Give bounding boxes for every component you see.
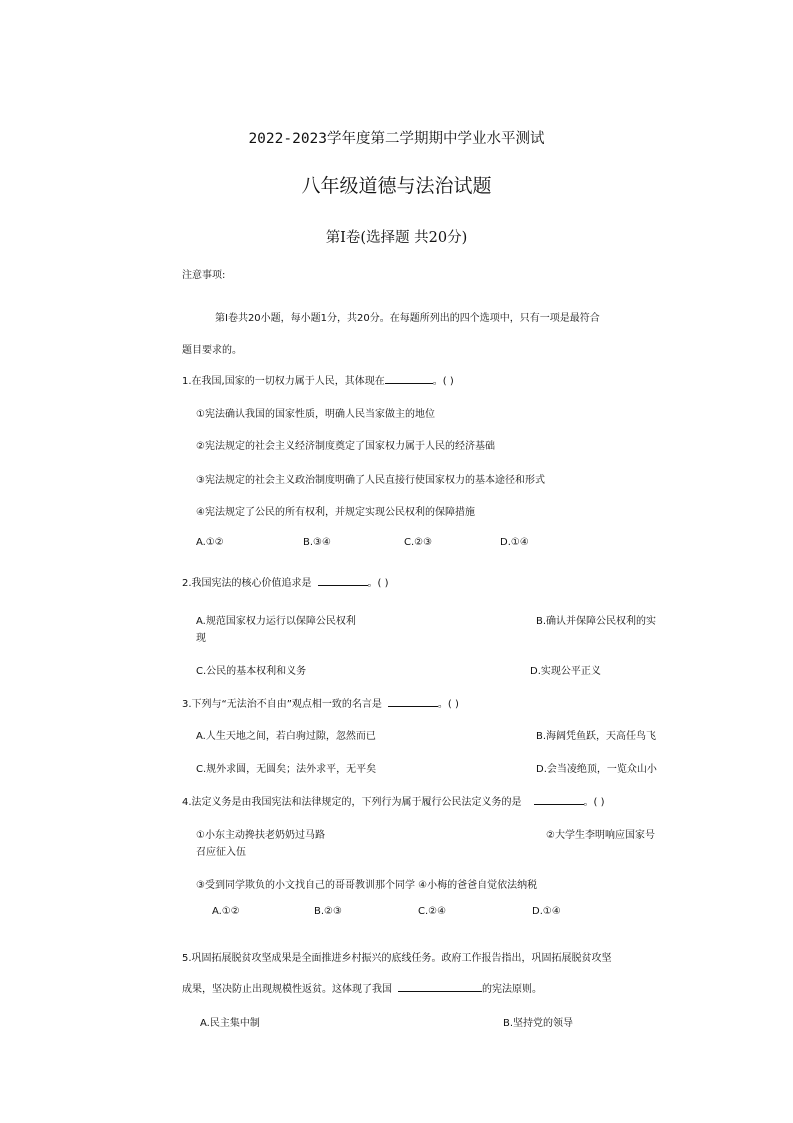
q1-stem bbox=[182, 372, 454, 387]
q3-stem bbox=[182, 695, 459, 710]
q5-stem-end: 的宪法原则。 bbox=[482, 984, 542, 995]
q1-option-b: B.③④ bbox=[303, 537, 331, 548]
q1-statement-3: ③宪法规定的社会主义政治制度明确了人民直接行使国家权力的基本途径和形式 bbox=[196, 475, 545, 486]
answer-blank bbox=[398, 981, 482, 992]
q4-statement-2: ②大学生李明响应国家号 bbox=[546, 830, 655, 841]
q4-statement-1: ①小东主动搀扶老奶奶过马路 bbox=[196, 830, 325, 841]
q3-option-d: D.会当凌绝顶，一览众山小 bbox=[536, 764, 657, 775]
q2-option-b: B.确认并保障公民权利的实 bbox=[536, 616, 657, 627]
q2-option-a: A.规范国家权力运行以保障公民权利 bbox=[196, 616, 356, 627]
q3-option-b: B.海阔凭鱼跃，天高任鸟飞 bbox=[536, 731, 657, 742]
q2-option-b-continued: 现 bbox=[196, 633, 206, 644]
q4-stem-text: 4.法定义务是由我国宪法和法律规定的，下列行为属于履行公民法定义务的是 bbox=[182, 797, 522, 808]
q1-statement-2: ②宪法规定的社会主义经济制度奠定了国家权力属于人民的经济基础 bbox=[196, 441, 495, 452]
q1-option-c: C.②③ bbox=[404, 537, 433, 548]
q4-statements-3-4: ③受到同学欺负的小文找自己的哥哥教训那个同学 ④小梅的爸爸自觉依法纳税 bbox=[196, 880, 538, 891]
q3-option-a: A.人生天地之间，若白驹过隙，忽然而已 bbox=[196, 731, 376, 742]
q1-option-a: A.①② bbox=[196, 537, 224, 548]
q4-option-d: D.①④ bbox=[532, 906, 561, 917]
answer-blank bbox=[385, 373, 433, 384]
q1-statement-4: ④宪法规定了公民的所有权利，并规定实现公民权利的保障措施 bbox=[196, 507, 475, 518]
exam-subtitle: 八年级道德与法治试题 bbox=[301, 175, 492, 197]
q2-stem-text: 2.我国宪法的核心价值追求是 bbox=[182, 578, 312, 589]
q1-stem-text: 1.在我国,国家的一切权力属于人民，其体现在 bbox=[182, 376, 385, 387]
q5-option-a: A.民主集中制 bbox=[200, 1018, 260, 1029]
q5-stem-line-2 bbox=[182, 980, 542, 995]
q3-stem-end: 。( ) bbox=[437, 699, 459, 710]
exam-title: 2022-2023学年度第二学期期中学业水平测试 bbox=[248, 131, 545, 147]
q3-option-c: C.规外求圆，无圆矣；法外求平，无平矣 bbox=[196, 764, 377, 775]
q1-statement-1: ①宪法确认我国的国家性质，明确人民当家做主的地位 bbox=[196, 409, 435, 420]
q5-option-b: B.坚持党的领导 bbox=[503, 1018, 574, 1029]
notice-label: 注意事项: bbox=[182, 270, 226, 281]
q2-option-d: D.实现公平正义 bbox=[530, 666, 601, 677]
q5-stem-line-1: 5.巩固拓展脱贫攻坚成果是全面推进乡村振兴的底线任务。政府工作报告指出，巩固拓展脱贫攻坚 bbox=[182, 953, 612, 964]
notice-line-2: 题目要求的。 bbox=[182, 345, 242, 356]
q4-stem bbox=[182, 793, 605, 808]
q2-option-c: C.公民的基本权利和义务 bbox=[196, 666, 307, 677]
answer-blank bbox=[388, 696, 438, 707]
q2-stem-end: 。( ) bbox=[367, 578, 389, 589]
q3-stem-text: 3.下列与“无法治不自由”观点相一致的名言是 bbox=[182, 699, 382, 710]
q4-option-a: A.①② bbox=[212, 906, 240, 917]
notice-line-1: 第Ⅰ卷共20小题，每小题1分，共20分。在每题所列出的四个选项中，只有一项是最符合 bbox=[215, 313, 600, 324]
section-title: 第Ⅰ卷(选择题 共20分) bbox=[325, 230, 468, 246]
q4-option-c: C.②④ bbox=[418, 906, 447, 917]
q5-stem-text: 成果，坚决防止出现规模性返贫。这体现了我国 bbox=[182, 984, 392, 995]
q4-statement-2-continued: 召应征入伍 bbox=[196, 847, 246, 858]
answer-blank bbox=[534, 794, 584, 805]
q4-option-b: B.②③ bbox=[314, 906, 342, 917]
q1-option-d: D.①④ bbox=[500, 537, 529, 548]
q1-stem-end: 。( ) bbox=[432, 376, 454, 387]
q2-stem bbox=[182, 574, 389, 589]
q4-stem-end: 。( ) bbox=[583, 797, 605, 808]
answer-blank bbox=[318, 575, 368, 586]
